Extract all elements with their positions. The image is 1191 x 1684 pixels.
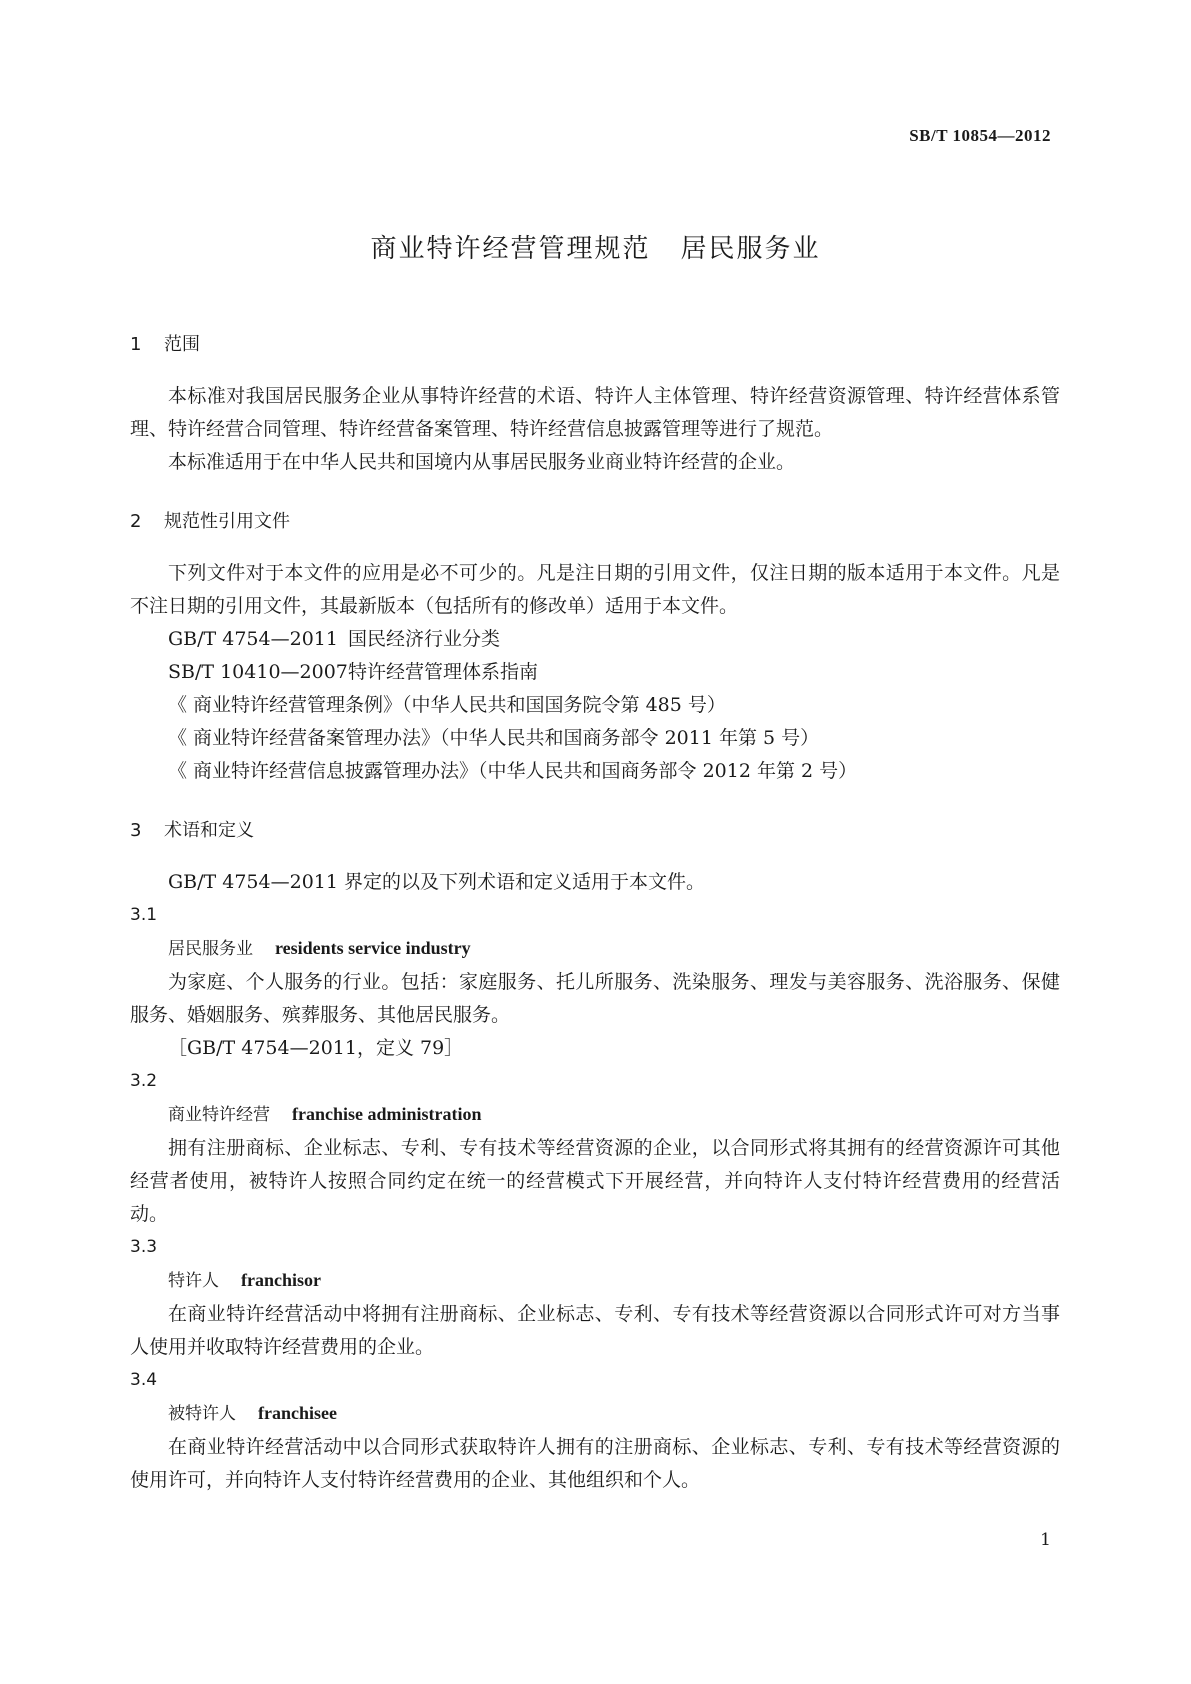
section-number: 3 (130, 820, 142, 841)
term-definition: 拥有注册商标、企业标志、专利、专有技术等经营资源的企业，以合同形式将其拥有的经营资源许可其他经营者使用，被特许人按照合同约定在统一的经营模式下开展经营，并向特许人支付特许经营费用的经营活动。 (130, 1137, 1060, 1225)
section-1-heading (130, 330, 1060, 360)
term-heading (130, 932, 1060, 966)
law-reference: 《 商业特许经营信息披露管理办法》（中华人民共和国商务部令 2012 年第 2 号） (168, 760, 858, 782)
law-reference: 《 商业特许经营管理条例》（中华人民共和国国务院令第 485 号） (168, 694, 726, 716)
reference-item (130, 656, 1060, 689)
term-definition: 为家庭、个人服务的行业。包括：家庭服务、托儿所服务、洗染服务、理发与美容服务、洗浴服务、保健服务、婚姻服务、殡葬服务、其他居民服务。 (130, 971, 1060, 1026)
term-source: ［GB/T 4754—2011，定义 79］ (168, 1037, 464, 1059)
reference-title: 特许经营管理体系指南 (348, 661, 539, 683)
term-number: 3.2 (130, 1071, 158, 1091)
term-en: residents service industry (275, 938, 471, 958)
reference-code: GB/T 4754—2011 (168, 628, 338, 650)
paragraph: 本标准适用于在中华人民共和国境内从事居民服务业商业特许经营的企业。 (168, 451, 796, 473)
section-title: 术语和定义 (164, 820, 254, 841)
reference-title: 国民经济行业分类 (348, 628, 501, 650)
term-zh: 商业特许经营 (168, 1105, 270, 1125)
term-zh: 居民服务业 (168, 939, 253, 959)
term-heading (130, 1264, 1060, 1298)
paragraph: 本标准对我国居民服务企业从事特许经营的术语、特许人主体管理、特许经营资源管理、特许经营体系管理、特许经营合同管理、特许经营备案管理、特许经营信息披露管理等进行了规范。 (130, 385, 1060, 440)
paragraph: 下列文件对于本文件的应用是必不可少的。凡是注日期的引用文件，仅注日期的版本适用于本文件。凡是不注日期的引用文件，其最新版本（包括所有的修改单）适用于本文件。 (130, 562, 1060, 617)
term-zh: 特许人 (168, 1271, 219, 1291)
paragraph: GB/T 4754—2011 界定的以及下列术语和定义适用于本文件。 (168, 871, 706, 893)
term-en: franchisee (258, 1403, 337, 1423)
term-number: 3.3 (130, 1237, 158, 1257)
term-number: 3.1 (130, 905, 158, 925)
term-en: franchisor (241, 1270, 321, 1290)
section-2-heading (130, 507, 1060, 537)
section-number: 2 (130, 511, 142, 532)
page-number: 1 (1040, 1530, 1051, 1550)
section-number: 1 (130, 334, 142, 355)
term-number: 3.4 (130, 1370, 158, 1390)
standard-code: SB/T 10854—2012 (909, 126, 1051, 145)
law-reference: 《 商业特许经营备案管理办法》（中华人民共和国商务部令 2011 年第 5 号） (168, 727, 820, 749)
term-heading (130, 1098, 1060, 1132)
reference-item (130, 623, 1060, 656)
section-3-heading (130, 816, 1060, 846)
term-definition: 在商业特许经营活动中将拥有注册商标、企业标志、专利、专有技术等经营资源以合同形式许可对方当事人使用并收取特许经营费用的企业。 (130, 1303, 1060, 1358)
term-zh: 被特许人 (168, 1404, 236, 1424)
term-definition: 在商业特许经营活动中以合同形式获取特许人拥有的注册商标、企业标志、专利、专有技术等经营资源的使用许可，并向特许人支付特许经营费用的企业、其他组织和个人。 (130, 1436, 1060, 1491)
term-en: franchise administration (292, 1104, 482, 1124)
reference-code: SB/T 10410—2007 (168, 661, 348, 683)
document-title (0, 228, 1191, 265)
section-title: 规范性引用文件 (164, 511, 290, 532)
section-title: 范围 (164, 334, 200, 355)
title-main: 商业特许经营管理规范 (370, 234, 651, 264)
title-sub: 居民服务业 (680, 234, 821, 264)
document-body (130, 330, 1060, 1497)
term-heading (130, 1397, 1060, 1431)
